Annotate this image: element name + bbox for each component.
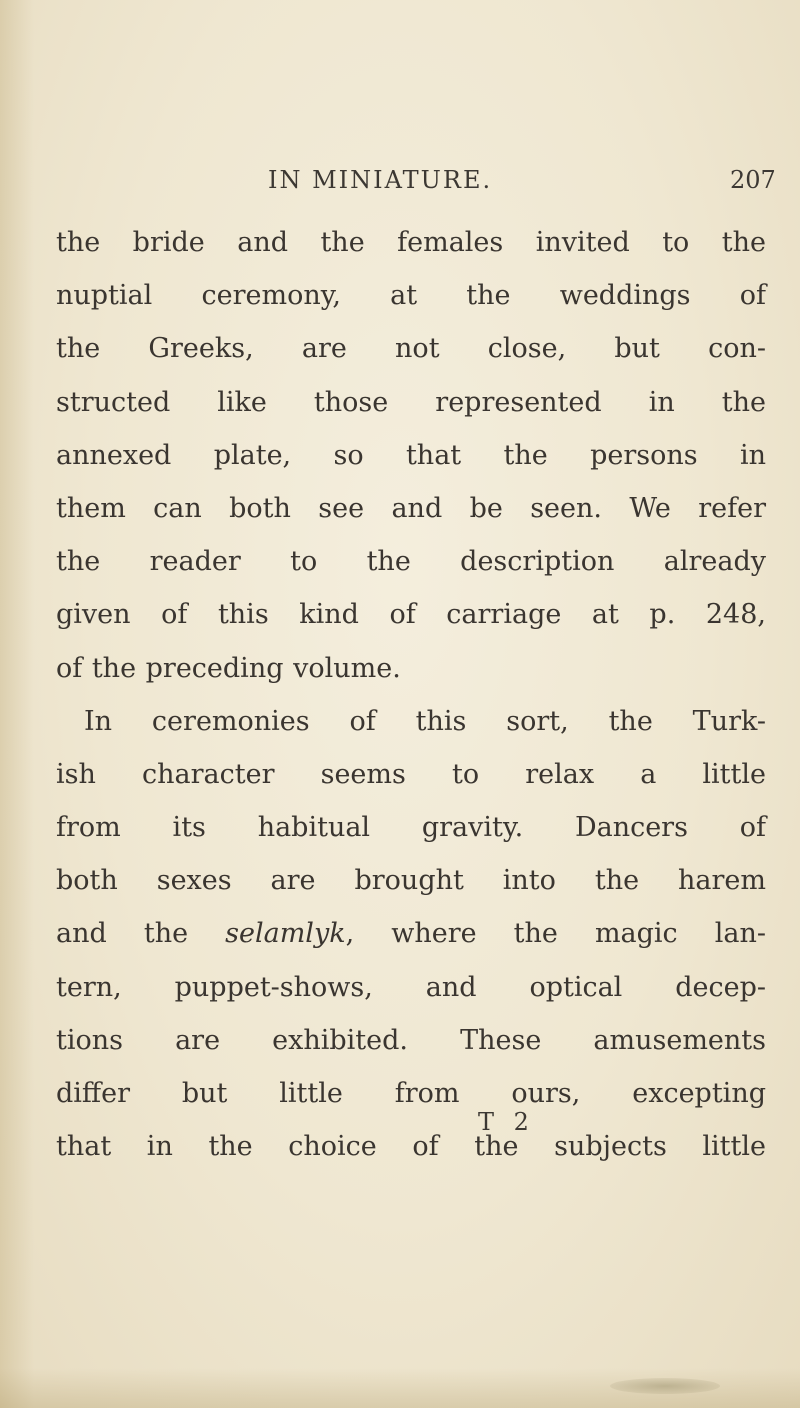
italic-term: selamlyk: [225, 918, 346, 950]
text-line: tern, puppet-shows, and optical decep-: [56, 971, 766, 1003]
text-line: given of this kind of carriage at p. 248,: [56, 599, 766, 631]
text-line: from its habitual gravity. Dancers of: [56, 812, 766, 844]
text-line: and the selamlyk, where the magic lan-: [56, 918, 766, 950]
text-line: In ceremonies of this sort, the Turk-: [84, 705, 766, 737]
text-line: the Greeks, are not close, but con-: [56, 333, 766, 365]
text-line: structed like those represented in the: [56, 386, 766, 418]
page-number: 207: [730, 166, 776, 194]
text-line: them can both see and be seen. We refer: [56, 492, 766, 524]
body-text: [56, 216, 766, 1173]
text-line: annexed plate, so that the persons in: [56, 439, 766, 471]
text-line: differ but little from ours, excepting: [56, 1078, 766, 1109]
text-line: both sexes are brought into the harem: [56, 865, 766, 897]
text-line: the bride and the females invited to the: [56, 227, 766, 258]
text-line: nuptial ceremony, at the weddings of: [56, 280, 766, 312]
text-line: that in the choice of the subjects little: [56, 1131, 766, 1163]
signature-mark: T 2: [478, 1108, 535, 1136]
text-line: tions are exhibited. These amusements: [56, 1024, 766, 1056]
text-line: the reader to the description already: [56, 546, 766, 578]
running-head: [0, 166, 800, 200]
ink-smudge: [610, 1378, 720, 1394]
text-line: ish character seems to relax a little: [56, 758, 766, 790]
text-line: of the preceding volume.: [56, 652, 401, 684]
running-title: IN MINIATURE.: [268, 166, 493, 194]
page-edge-shadow-left: [0, 0, 34, 1408]
